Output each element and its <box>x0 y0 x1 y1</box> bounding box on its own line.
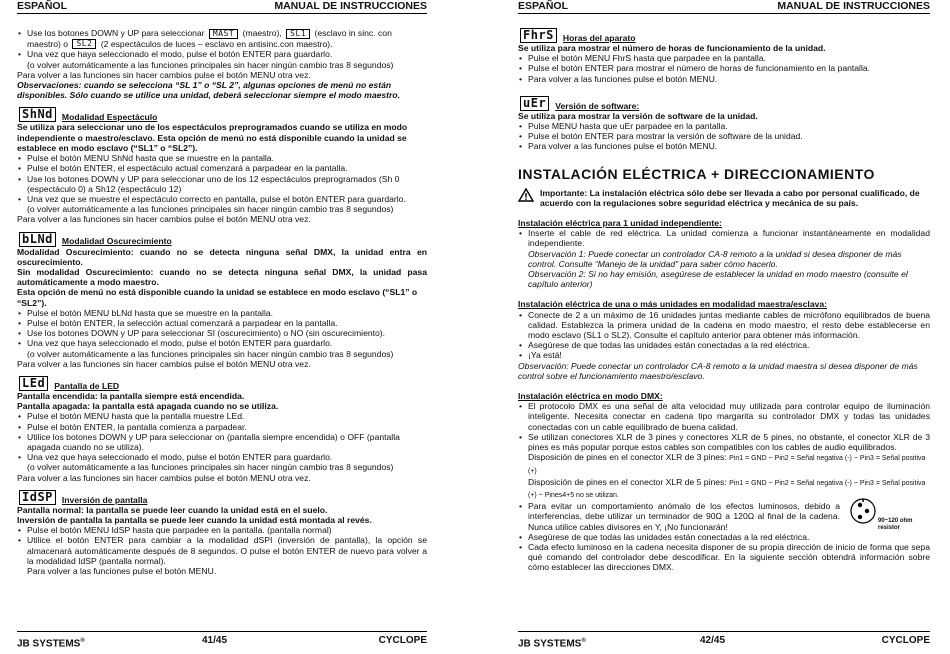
return-note: Para volver a las funciones sin hacer cambios pulse el botón MENU otra vez. <box>17 358 311 369</box>
page-footer <box>17 631 427 650</box>
warning-icon <box>518 188 534 202</box>
list-item: • Una vez que haya seleccionado el modo, pulse el botón ENTER para guardarlo. (o volver automáticamente a las funciones principales sin hacer ningún cambio tras 8 segundos) <box>27 49 427 69</box>
section-dmx <box>518 391 930 572</box>
section-desc: Se utiliza para mostrar la versión de software de la unidad. <box>518 110 758 121</box>
list-item: • Pulse el botón MENU bLNd hasta que se muestre en la pantalla. <box>27 308 427 318</box>
section-title: Horas del aparato <box>562 32 636 43</box>
observation-note: Observación: Puede conectar un controlador CA-8 remoto a la unidad maestra si desea disponer de más control sobre el funcionamiento maestro/esclavo. <box>518 360 918 381</box>
page-right <box>518 0 930 654</box>
list-item: • Asegúrese de que todas las unidades están conectadas a la red eléctrica. <box>528 532 930 542</box>
sub-note: (o volver automáticamente a las funciones principales sin hacer ningún cambio tras 8 segundos) <box>27 204 394 215</box>
resistor-label: 90~120 ohm resistor <box>878 518 913 531</box>
list-item: • Pulse el botón ENTER, la selección actual comenzará a parpadear en la pantalla. <box>27 318 427 328</box>
section-title: Instalación eléctrica en modo DMX: <box>518 391 663 402</box>
header-title: MANUAL DE INSTRUCCIONES <box>274 0 427 12</box>
footer-model: CYCLOPE <box>378 635 427 646</box>
footer-brand: JB SYSTEMS® <box>17 638 85 650</box>
warning-block <box>518 188 930 208</box>
page-header <box>518 0 930 14</box>
footer-page-number: 41/45 <box>202 635 228 646</box>
section-title: Inversión de pantalla <box>61 494 148 505</box>
section-title: Versión de software: <box>555 100 640 111</box>
footer-page-number: 42/45 <box>700 635 726 646</box>
pin-layout-3: Disposición de pines en el conector XLR de 3 pines: Pin1 = GND ~ Pin2 = Señal negativa (-) ~ Pin3 = Señal positiva (+) <box>528 452 926 475</box>
page-footer <box>518 631 930 650</box>
section-display-inversion <box>17 490 427 576</box>
pin-layout-5: Disposición de pines en el conector XLR de 5 pines: Pin1 = GND ~ Pin2 = Señal negativa (-) ~ Pin3 = Señal positiva (+) ~ Pines4+5 no se utilizan. <box>528 476 926 499</box>
list-item: • Una vez que se muestre el espectáculo correcto en pantalla, pulse el botón ENTER para guardarlo. <box>27 194 427 204</box>
lcd-idsp: IdSP <box>19 490 56 505</box>
xlr-connector-icon <box>850 496 878 526</box>
header-title: MANUAL DE INSTRUCCIONES <box>777 0 930 12</box>
list-item: • ¡Ya está! <box>528 350 930 360</box>
intro-list <box>17 28 427 70</box>
section-desc: Pantalla encendida: la pantalla siempre está encendida. <box>17 390 245 401</box>
return-note: Para volver a las funciones sin hacer cambios pulse el botón MENU otra vez. <box>17 214 311 225</box>
list-item: • Pulse el botón ENTER, la pantalla comienza a parpadear. <box>27 422 427 432</box>
section-title: Instalación eléctrica de una o más unidades en modalidad maestra/esclava: <box>518 299 828 310</box>
list-item: • Se utilizan conectores XLR de 3 pines y conectores XLR de 5 pines, no obstante, el conector XLR de 3 pines es más popular porque estos cables son compatibles con los cables de audio equilibrados. <box>528 432 930 452</box>
observation-note: Observación 2: Si no hay emisión, asegúrese de establecer la unidad en modo maestro (consulte el capítulo anterior) <box>528 269 908 290</box>
list-item: • Utilice el botón ENTER para cambiar a la modalidad dSPI (inversión de pantalla), la opción se almacenará automáticamente después de 8 segundos. O pulse el botón ENTER de nuevo para volver a la modalidad IdSP (pantalla normal). <box>27 535 427 566</box>
list-item: • Pulse MENU hasta que uEr parpadee en la pantalla. <box>528 121 930 131</box>
section-independent <box>518 218 930 289</box>
page-left <box>17 0 427 654</box>
page-header <box>17 0 427 14</box>
list-item: • Cada efecto luminoso en la cadena necesita disponer de su propia dirección de inicio de forma que sepa qué comando del controlador debe descodificar. En la siguiente sección obtendrá información sobre cómo establecer las direcciones DMX. <box>528 542 930 573</box>
sub-note: (o volver automáticamente a las funciones principales sin hacer ningún cambio tras 8 segundos) <box>27 462 394 473</box>
list-item: • Para evitar un comportamiento anómalo de los efectos luminosos, debido a interferencias, debe utilizar un terminador de 90Ω a 120Ω al final de la cadena. Nunca utilice cables divisores en Y, ¡No funcionarán! <box>528 501 840 532</box>
lcd-shnd: ShNd <box>19 107 56 122</box>
list-item: • Utilice los botones DOWN y UP para seleccionar on (pantalla siempre encendida) o OFF (pantalla apagada cuando no se utiliza). <box>27 432 427 452</box>
lcd-fhrs: FhrS <box>520 28 557 43</box>
header-language: ESPAÑOL <box>518 0 568 12</box>
sub-note: (o volver automáticamente a las funciones principales sin hacer ningún cambio tras 8 segundos) <box>27 348 394 359</box>
list-item: • Use los botones DOWN y UP para seleccionar uno de los 12 espectáculos preprogramados (Sh 0 (espectáculo 0) a Sh12 (espectáculo 12) <box>27 174 427 194</box>
section-desc: Se utiliza para mostrar el número de horas de funcionamiento de la unidad. <box>518 43 826 53</box>
list-item: • Una vez que haya seleccionado el modo, pulse el botón ENTER para guardarlo. <box>27 452 427 462</box>
section-led-display <box>17 376 427 483</box>
list-item: • Pulse el botón ENTER, el espectáculo actual comenzará a parpadear en la pantalla. <box>27 163 427 173</box>
list-item: • Inserte el cable de red eléctrica. La unidad comienza a funcionar instantáneamente en modalidad independiente. <box>528 228 930 248</box>
list-item: • Conecte de 2 a un máximo de 16 unidades juntas mediante cables de micrófono equilibrados de buena calidad. Establezca la primera unidad de la cadena en modo maestro, el resto debe establecerse en modo esclavo (SL1 o SL2). Consulte el capítulo anterior para obtener más información. <box>528 310 930 341</box>
list-item: • El protocolo DMX es una señal de alta velocidad muy utilizada para controlar equipo de iluminación inteligente. Necesita conectar en cadena tipo margarita su controlador DMX y todas las unidades conectadas con un cable equilibrado de buena calidad. <box>528 401 930 432</box>
section-desc: Inversión de pantalla la pantalla se puede leer cuando la unidad está montada al revés. <box>17 514 372 525</box>
list-item: • Pulse el botón ENTER para mostrar la versión de software de la unidad. <box>528 131 930 141</box>
warning-text: Importante: La instalación eléctrica sólo debe ser llevada a cabo por personal cualificado, de acuerdo con la regulaciones sobre seguridad eléctrica y mecánica de su país. <box>540 187 920 208</box>
list-item: • Pulse el botón MENU IdSP hasta que parpadee en la pantalla. (pantalla normal) <box>27 525 427 535</box>
section-software-version <box>518 96 930 152</box>
footer-brand: JB SYSTEMS® <box>518 638 586 650</box>
page-content <box>17 28 427 576</box>
section-desc: Esta opción de menú no está disponible cuando la unidad se establece en modo esclavo (“SL1” o “SL2”). <box>17 287 418 308</box>
header-language: ESPAÑOL <box>17 0 67 12</box>
section-desc: Pantalla apagada: la pantalla está apagada cuando no se utiliza. <box>17 401 279 412</box>
list-item: • Use los botones DOWN y UP para seleccionar MAST (maestro), SL1 (esclavo in sinc. con maestro) o SL2 (2 espectáculos de luces – esclavo en antisinc.con maestro). <box>27 28 427 49</box>
observation-note: Observación 1: Puede conectar un controlador CA-8 remoto a la unidad si desea disponer de más control. Consulte “Manejo de la unidad” para saber cómo hacerlo. <box>528 248 902 269</box>
section-operating-hours <box>518 28 930 84</box>
section-desc: Modalidad Oscurecimiento: cuando no se detecta ninguna señal DMX, la unidad entra en oscurecimiento. <box>17 246 427 267</box>
list-item: • Pulse el botón ENTER para mostrar el número de horas de funcionamiento en la pantalla. <box>528 63 930 73</box>
section-title: Modalidad Espectáculo <box>61 112 158 123</box>
section-desc: Se utiliza para seleccionar uno de los espectáculos preprogramados cuando se utiliza en modo independiente o maestro/esclavo. Esta opción de menú no está disponible cuando la unidad se establece en modo esclavo (“SL1” o “SL2”). <box>17 122 408 153</box>
list-item: • Pulse el botón MENU hasta que la pantalla muestre LEd. <box>27 411 427 421</box>
return-note: Para volver a las funciones sin hacer cambios pulse el botón MENU otra vez. <box>17 69 311 80</box>
section-desc: Sin modalidad Oscurecimiento: cuando no se detecta ninguna señal DMX, la unidad pasa automáticamente a modo maestro. <box>17 266 427 288</box>
lcd-sl2: SL2 <box>72 39 96 49</box>
list-item: • Para volver a las funciones pulse el botón MENU. <box>528 74 930 84</box>
section-blackout-mode <box>17 232 427 369</box>
list-item: • Una vez que haya seleccionado el modo, pulse el botón ENTER para guardarlo. <box>27 338 427 348</box>
page-content <box>518 28 930 573</box>
lcd-uer: uEr <box>520 96 549 111</box>
return-note: Para volver a las funciones sin hacer cambios pulse el botón MENU otra vez. <box>17 472 311 483</box>
list-item: • Pulse el botón MENU ShNd hasta que se muestre en la pantalla. <box>27 153 427 163</box>
lcd-blnd: bLNd <box>19 232 56 247</box>
section-title: Instalación eléctrica para 1 unidad independiente: <box>518 218 722 229</box>
list-item: • Pulse el botón MENU FhrS hasta que parpadee en la pantalla. <box>528 53 930 63</box>
section-show-mode <box>17 107 427 224</box>
section-desc: Pantalla normal: la pantalla se puede leer cuando la unidad está en el suelo. <box>17 504 328 515</box>
section-title: Modalidad Oscurecimiento <box>61 236 172 247</box>
footer-model: CYCLOPE <box>881 635 930 646</box>
lcd-mast: MAST <box>209 29 238 39</box>
observation-note: Observaciones: cuando se selecciona “SL 1” o “SL 2”, algunas opciones de menú no están disponibles. Sólo cuando se utilice una unidad, deberá seleccionar siempre el modo maestro. <box>17 80 401 101</box>
lcd-led: LEd <box>19 376 48 391</box>
section-master-slave <box>518 299 930 381</box>
install-heading: INSTALACIÓN ELÉCTRICA + DIRECCIONAMIENTO <box>518 165 875 182</box>
lcd-sl1: SL1 <box>286 29 310 39</box>
xlr-diagram <box>850 496 926 536</box>
list-item: • Use los botones DOWN y UP para seleccionar SI (oscurecimiento) o NO (sin oscurecimiento). <box>27 328 427 338</box>
return-note: Para volver a las funciones pulse el botón MENU. <box>27 566 217 576</box>
section-title: Pantalla de LED <box>54 380 120 391</box>
list-item: • Asegúrese de que todas las unidades están conectadas a la red eléctrica. <box>528 340 930 350</box>
list-item: • Para volver a las funciones pulse el botón MENU. <box>528 141 930 151</box>
